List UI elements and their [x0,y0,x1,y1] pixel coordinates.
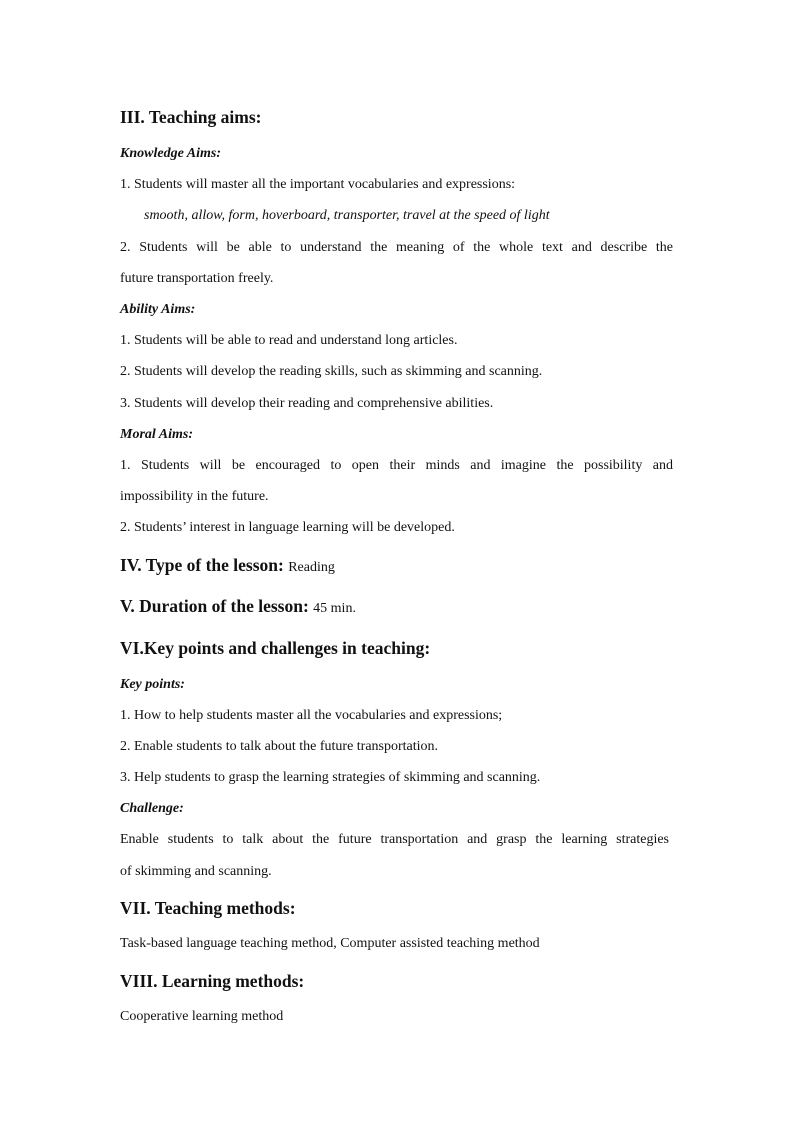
ability-aim-1: 1. Students will be able to read and understand long articles. [120,333,458,348]
ability-aim-2: 2. Students will develop the reading skills, such as skimming and scanning. [120,364,543,379]
subheading-ability-aims: Ability Aims: [120,302,196,317]
section-heading-teaching-methods: VII. Teaching methods: [120,898,296,918]
key-point-1: 1. How to help students master all the vocabularies and expressions; [120,708,503,723]
section-heading-duration [120,595,356,620]
duration-value: 45 min. [313,601,356,616]
challenge-line-1: Enable students to talk about the future transportation and grasp the learning strategies [120,832,669,847]
key-point-2: 2. Enable students to talk about the future transportation. [120,739,439,754]
challenge-line-2: of skimming and scanning. [120,864,272,879]
moral-aim-1-line-1: 1. Students will be encouraged to open their minds and imagine the possibility and [120,458,673,473]
knowledge-aim-2-line-1: 2. Students will be able to understand the meaning of the whole text and describe the [120,240,673,255]
subheading-moral-aims: Moral Aims: [120,427,193,442]
duration-label: V. Duration of the lesson: [120,596,309,616]
vocabulary-list: smooth, allow, form, hoverboard, transporter, travel at the speed of light [144,208,550,223]
knowledge-aim-2-line-2: future transportation freely. [120,271,274,286]
teaching-methods-value: Task-based language teaching method, Computer assisted teaching method [120,936,540,951]
moral-aim-2: 2. Students’ interest in language learning will be developed. [120,520,455,535]
learning-methods-value: Cooperative learning method [120,1009,284,1024]
lesson-type-label: IV. Type of the lesson: [120,555,284,575]
ability-aim-3: 3. Students will develop their reading and comprehensive abilities. [120,396,494,411]
subheading-challenge: Challenge: [120,801,184,816]
knowledge-aim-1: 1. Students will master all the important vocabularies and expressions: [120,177,516,192]
section-heading-lesson-type [120,554,335,579]
section-heading-learning-methods: VIII. Learning methods: [120,971,305,991]
lesson-type-value: Reading [288,560,335,575]
section-heading-teaching-aims: III. Teaching aims: [120,107,262,127]
subheading-knowledge-aims: Knowledge Aims: [120,146,221,161]
subheading-key-points: Key points: [120,677,185,692]
moral-aim-1-line-2: impossibility in the future. [120,489,269,504]
key-point-3: 3. Help students to grasp the learning strategies of skimming and scanning. [120,770,541,785]
section-heading-key-points: VI.Key points and challenges in teaching: [120,638,431,658]
